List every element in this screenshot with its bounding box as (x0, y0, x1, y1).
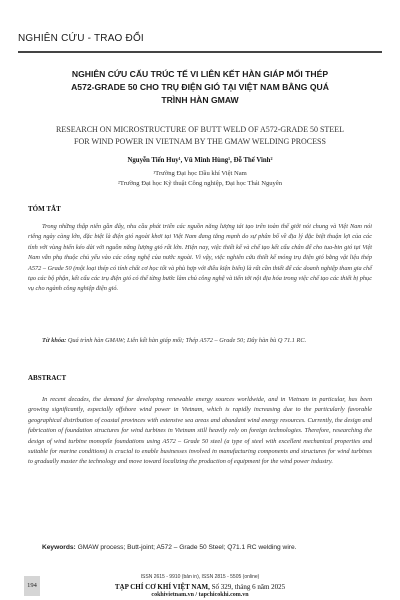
page-number: 194 (27, 582, 37, 589)
section-header: NGHIÊN CỨU - TRAO ĐỔI (18, 33, 144, 44)
footer-website: cokhivietnam.vn / tapchicokhi.com.vn (151, 592, 249, 598)
journal-issue: Số 329, tháng 6 năm 2025 (211, 583, 286, 591)
abstract-keywords (42, 544, 372, 551)
tomtat-heading: TÓM TẮT (28, 205, 61, 213)
footer-journal (0, 583, 400, 591)
title-vn-line: NGHIÊN CỨU CẤU TRÚC TẾ VI LIÊN KẾT HÀN GIÁP MỐI THÉP (71, 69, 329, 79)
title-vietnamese (24, 68, 376, 107)
header-divider (18, 51, 382, 53)
abstract-body: In recent decades, the demand for developing renewable energy sources worldwide, and in Vietnam in particular, has been growing significantly, especially offshore wind power in Vietnam, which is rapidly increasing due to the particularly favorable geographical distribution of coastal provinces with extensive sea areas and abundant wind energy resources. Currently, the design and fabrication of foundation structures for wind turbines in Vietnam still heavily rely on foreign technologies. Therefore, researching the design of wind turbine monopile foundations using A572 – Grade 50 steel (a type of steel with excellent mechanical properties and suitable for marine conditions) is crucial to enable businesses involved in manufacturing components and structures for wind turbines to gradually master the technology and move toward localizing the production of equipment for the wind power industry. (28, 396, 372, 466)
tomtat-body: Trong những thập niên gần đây, nhu cầu phát triển các nguồn năng lượng tái tạo trên toàn thế giới nói chung và Việt Nam nói riêng ngày càng lớn, đặc biệt là điện gió ngoài khơi tại Việt Nam đang tăng mạnh do sự phân bố về địa lý đặc biệt thuận lợi của các tỉnh với vùng biển kéo dài với nguồn năng lượng gió rất lớn. Hiện nay, việc thiết kế và chế tạo kết cấu chân đế cho tua-bin gió tại Việt Nam vẫn phụ thuộc chủ yếu vào các công nghệ của nước ngoài. Vì vậy, việc nghiên cứu thiết kế móng trụ điện gió bằng vật liệu thép A572 – Grade 50 (một loại thép có tính chất cơ học tốt và phù hợp với điều kiện biển) là rất cần thiết để các doanh nghiệp tham gia chế tạo các bộ phận, kết cấu các trụ điện gió có thể từng bước làm chủ công nghệ và tiến tới nội địa hóa trong việc chế tạo các thiết bị phục vụ cho ngành công nghiệp điện gió. (28, 223, 372, 293)
journal-name: TẠP CHÍ CƠ KHÍ VIỆT NAM, (114, 583, 210, 591)
keywords-text: GMAW process; Butt-joint; A572 – Grade 50 Steel; Q71.1 RC welding wire. (77, 544, 297, 551)
keywords-text: Quá trình hàn GMAW; Liên kết hàn giáp mối; Thép A572 – Grade 50; Dây hàn bù Q 71.1 RC. (67, 337, 307, 344)
footer-issn: ISSN 2615 - 9910 (bản in), ISSN 2815 - 5505 (online) (140, 574, 260, 580)
abstract-heading: ABSTRACT (28, 374, 67, 382)
title-vn-line: A572-GRADE 50 CHO TRỤ ĐIỆN GIÓ TẠI VIỆT NAM BẰNG QUÁ (71, 82, 329, 92)
title-en-line: RESEARCH ON MICROSTRUCTURE OF BUTT WELD OF A572-GRADE 50 STEEL (56, 125, 344, 134)
tomtat-keywords (28, 336, 372, 346)
keywords-label: Từ khóa: (42, 337, 67, 344)
affiliation-1: ¹Trường Đại học Dầu khí Việt Nam (153, 170, 247, 177)
title-en-line: FOR WIND POWER IN VIETNAM BY THE GMAW WELDING PROCESS (74, 136, 326, 146)
keywords-label: Keywords: (42, 544, 76, 551)
title-vn-line: TRÌNH HÀN GMAW (161, 95, 239, 105)
title-english (24, 124, 376, 147)
authors: Nguyễn Tiến Huy¹, Vũ Minh Hùng¹, Đỗ Thế Vinh² (127, 157, 273, 164)
affiliation-2: ²Trường Đại học Kỹ thuật Công nghiệp, Đại học Thái Nguyên (117, 180, 283, 187)
